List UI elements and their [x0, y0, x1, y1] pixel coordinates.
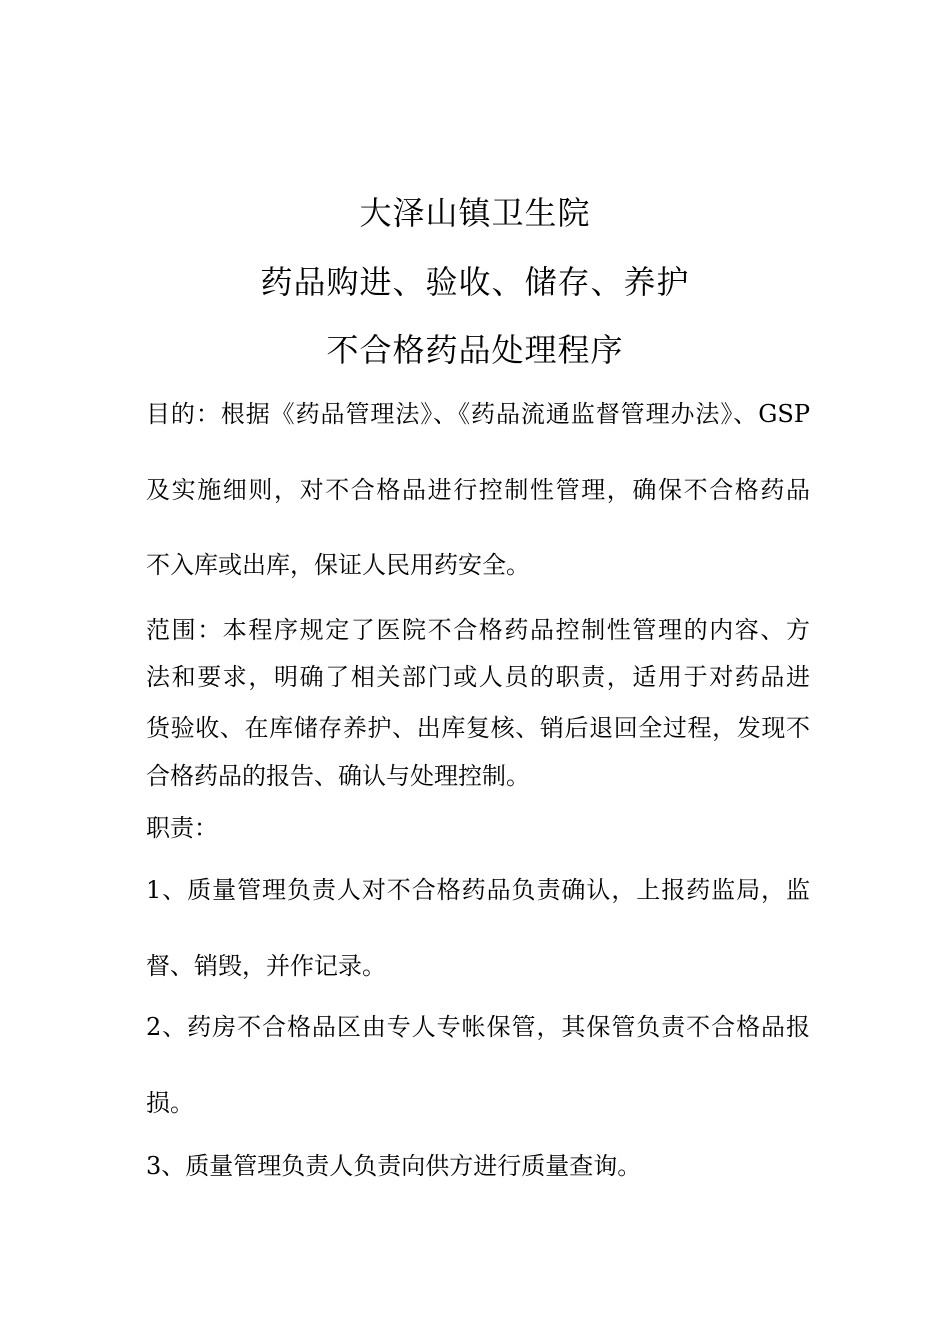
scope-line: 合格药品的报告、确认与处理控制。 [146, 762, 530, 790]
purpose-line: 及实施细则，对不合格品进行控制性管理，确保不合格药品 [146, 476, 810, 504]
document-title-institution: 大泽山镇卫生院 [359, 194, 591, 232]
duty-item-1-line: 督、销毁，并作记录。 [146, 952, 386, 980]
duty-item-2-line: 2、药房不合格品区由专人专帐保管，其保管负责不合格品报 [146, 1013, 810, 1041]
duty-item-1-line: 1、质量管理负责人对不合格药品负责确认，上报药监局，监 [146, 876, 810, 904]
duty-item-3-line: 3、质量管理负责人负责向供方进行质量查询。 [146, 1152, 642, 1180]
purpose-line: 不入库或出库，保证人民用药安全。 [146, 551, 530, 579]
scope-line: 法和要求，明确了相关部门或人员的职责，适用于对药品进 [146, 663, 810, 691]
scope-line: 范围：本程序规定了医院不合格药品控制性管理的内容、方 [146, 616, 810, 644]
purpose-line: 目的：根据《药品管理法》、《药品流通监督管理办法》、GSP [146, 400, 810, 428]
duties-heading: 职责： [146, 814, 218, 842]
duty-item-2-line: 损。 [146, 1089, 194, 1117]
scope-line: 货验收、在库储存养护、出库复核、销后退回全过程，发现不 [146, 714, 810, 742]
document-title-subject: 药品购进、验收、储存、养护 [260, 263, 690, 301]
document-title-procedure: 不合格药品处理程序 [326, 331, 624, 369]
